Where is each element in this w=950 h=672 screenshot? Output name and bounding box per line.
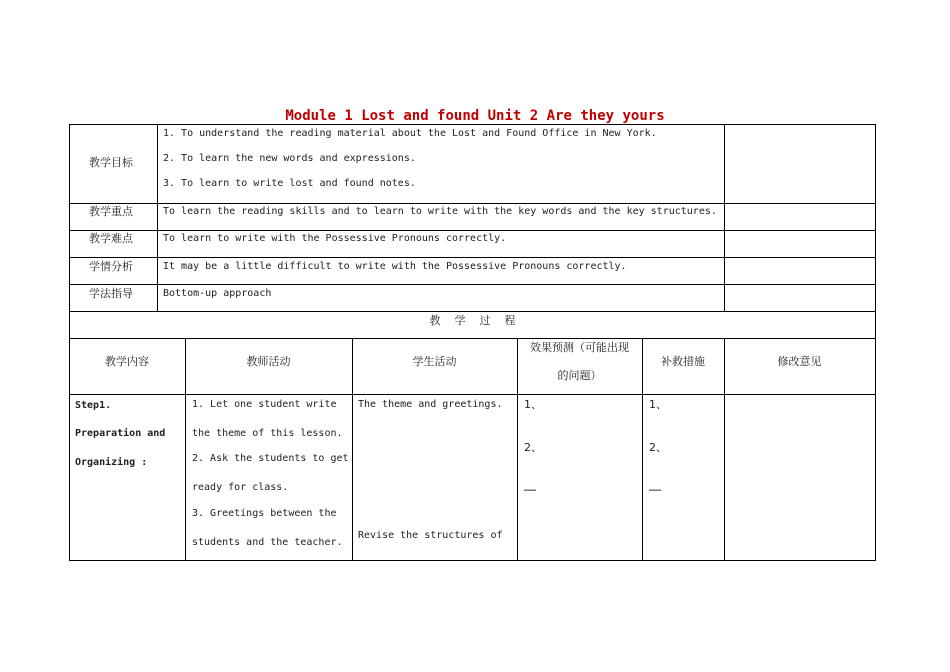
header-content: 教学内容 — [105, 355, 149, 368]
teacher-activity-line: 1. Let one student write — [192, 399, 337, 410]
goal-item: 2. To learn the new words and expressions. — [163, 153, 416, 164]
header-revision: 修改意见 — [777, 355, 822, 368]
row-divider — [69, 338, 876, 339]
analysis-text: It may be a little difficult to write with the Possessive Pronouns correctly. — [163, 261, 627, 272]
goals-label: 教学目标 — [89, 156, 133, 169]
remedy-item: …… — [649, 483, 662, 494]
header-teacher: 教师活动 — [246, 355, 291, 368]
column-divider — [724, 124, 725, 311]
lesson-plan-table — [69, 124, 876, 561]
difficulty-text: To learn to write with the Possessive Pronouns correctly. — [163, 233, 507, 244]
column-divider — [642, 338, 643, 560]
effect-item: 2、 — [524, 441, 542, 454]
goal-item: 3. To learn to write lost and found notes. — [163, 178, 416, 189]
student-activity-line: The theme and greetings. — [358, 399, 503, 410]
analysis-label: 学情分析 — [89, 260, 133, 273]
step-content-line: Preparation and — [75, 428, 166, 439]
row-divider — [69, 394, 876, 395]
focus-label: 教学重点 — [89, 205, 133, 218]
table-border-top — [69, 124, 876, 125]
row-divider — [69, 230, 876, 231]
column-divider — [185, 338, 186, 560]
column-divider — [352, 338, 353, 560]
focus-text: To learn the reading skills and to learn to write with the key words and the key structures. — [163, 206, 717, 217]
header-student: 学生活动 — [412, 355, 457, 368]
teacher-activity-line: the theme of this lesson. — [192, 428, 343, 439]
row-divider — [69, 284, 876, 285]
header-effect-line1: 效果预测（可能出现 — [530, 341, 629, 354]
header-remedy: 补救措施 — [661, 355, 705, 368]
student-activity-line: Revise the structures of — [358, 530, 503, 541]
effect-item: …… — [524, 483, 537, 494]
method-label: 学法指导 — [89, 287, 133, 300]
page-title: Module 1 Lost and found Unit 2 Are they yours — [285, 108, 665, 124]
teacher-activity-line: ready for class. — [192, 482, 289, 493]
row-divider — [69, 311, 876, 312]
table-border-bottom — [69, 560, 876, 561]
column-divider — [724, 338, 725, 560]
table-border-left — [69, 124, 70, 561]
goal-item: 1. To understand the reading material about the Lost and Found Office in New York. — [163, 128, 657, 139]
row-divider — [69, 203, 876, 204]
header-effect-line2: 的问题） — [557, 369, 602, 382]
table-border-right — [875, 124, 876, 561]
method-text: Bottom-up approach — [163, 288, 272, 299]
column-divider — [157, 124, 158, 311]
step-content-line: Organizing : — [75, 457, 148, 468]
remedy-item: 2、 — [649, 441, 667, 454]
difficulty-label: 教学难点 — [89, 232, 133, 245]
effect-item: 1、 — [524, 398, 542, 411]
teacher-activity-line: 2. Ask the students to get — [192, 453, 349, 464]
step-content-line: Step1. — [75, 400, 112, 411]
remedy-item: 1、 — [649, 398, 667, 411]
teacher-activity-line: 3. Greetings between the — [192, 508, 337, 519]
teacher-activity-line: students and the teacher. — [192, 537, 343, 548]
process-heading: 教 学 过 程 — [429, 314, 516, 327]
row-divider — [69, 257, 876, 258]
